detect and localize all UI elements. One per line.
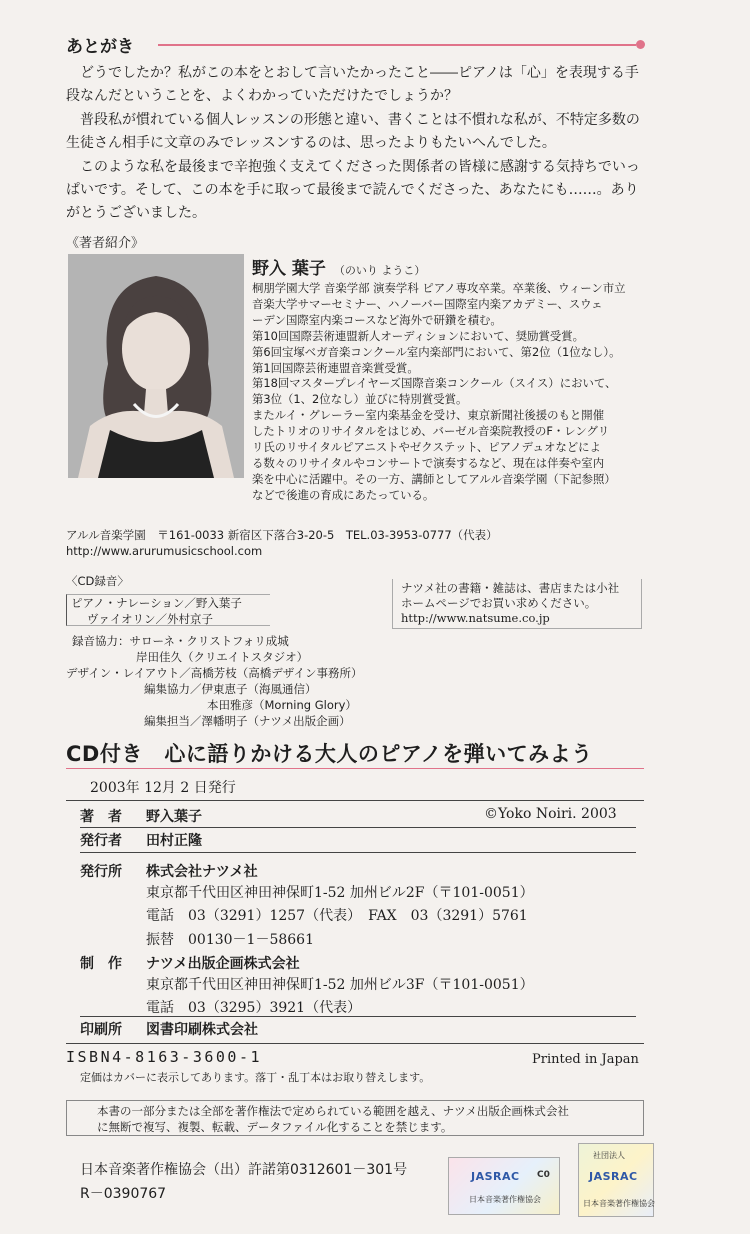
school-address: アルル音楽学園 〒161-0033 新宿区下落合3-20-5 TEL.03-3953-0777（代表）: [66, 528, 498, 542]
credit-row: [66, 681, 396, 697]
credit-row: [66, 649, 396, 665]
jasrac-seal-mark: C0: [537, 1170, 550, 1180]
heading-rule-dot: [636, 40, 645, 49]
school-url[interactable]: http://www.arurumusicschool.com: [66, 544, 263, 558]
afterword-paragraph: 普段私が慣れている個人レッスンの形態と違い、書くことは不慣れな私が、不特定多数の生徒さん相手に文章のみでレッスンするのは、思ったよりもたいへんでした。: [66, 111, 640, 152]
rule: [80, 827, 636, 828]
bio-line: などで後進の育成にあたっている。: [252, 487, 435, 502]
jasrac-seal: [448, 1157, 560, 1215]
producer-label: 制 作: [80, 956, 122, 972]
credit-value: 高橋芳枝（高橋デザイン事務所）: [190, 666, 363, 680]
publication-date: 2003年 12月 2 日発行: [90, 780, 236, 796]
publisher-label: 発行所: [80, 864, 122, 880]
publisher-tel: 電話 03（3291）1257（代表） FAX 03（3291）5761: [146, 908, 528, 925]
issuer-label: 発行者: [80, 833, 122, 849]
cd-recording-box: [66, 594, 270, 626]
credit-row: [66, 697, 396, 713]
credit-row: [66, 713, 396, 729]
jasrac-seal-caption: 日本音楽著作権協会: [469, 1195, 541, 1204]
author-value: 野入葉子: [146, 809, 202, 825]
publisher-row: [80, 861, 258, 881]
afterword-paragraph: このような私を最後まで辛抱強く支えてくださった関係者の皆様に感謝する気持ちでいっぱいです。そして、この本を手に取って最後まで読んでくださった、あなたにも……。ありがとうございました。: [66, 158, 640, 222]
bio-line: 第1回国際芸術連盟音楽賞受賞。: [252, 360, 419, 375]
isbn: ISBN4-8163-3600-1: [66, 1048, 263, 1066]
price-note: 定価はカバーに表示してあります。落丁・乱丁本はお取り替えします。: [80, 1071, 431, 1084]
notice-line: ナツメ社の書籍・雑誌は、書店または小社: [401, 581, 620, 595]
bio-line: 第18回マスタープレイヤーズ国際音楽コンクール（スイス）において、: [252, 376, 617, 391]
jasrac-permit: [80, 1158, 407, 1206]
bio-line: 第10回国際芸術連盟新人オーディションにおいて、奨励賞受賞。: [252, 328, 585, 343]
publisher-transfer: 振替 00130－1－58661: [146, 931, 314, 948]
jasrac-seal-top: 社団法人: [593, 1151, 625, 1160]
author-name: [252, 254, 425, 279]
bio-line: る数々のリサイタルやコンサートで演奏するなど、現在は伴奏や室内: [252, 455, 605, 470]
jasrac-seal-caption: 日本音楽著作権協会: [583, 1199, 655, 1208]
notice-line: 本書の一部分または全部を著作権法で定められている範囲を越え、ナツメ出版企画株式会社: [97, 1104, 569, 1118]
producer-value: ナツメ出版企画株式会社: [146, 956, 300, 972]
notice-line: に無断で複写、複製、転載、データファイル化することを禁じます。: [97, 1120, 453, 1134]
copyright: ©Yoko Noiri. 2003: [484, 806, 617, 822]
rule: [66, 800, 644, 801]
credit-label: 録音協力：: [72, 634, 130, 648]
afterword-paragraph: どうでしたか？私がこの本をとおして言いたかったこと――ピアノは「心」を表現する手段なんだということを、よくわかっていただけたでしょうか？: [66, 65, 639, 105]
producer-tel: 電話 03（3295）3921（代表）: [146, 1000, 362, 1017]
natsume-url[interactable]: http://www.natsume.co.jp: [401, 611, 550, 625]
notice-line: ホームページでお買い求めください。: [401, 596, 597, 610]
author-bio: [252, 281, 644, 504]
credit-value: サローネ・クリストフォリ成城: [129, 634, 289, 648]
author-row: [80, 806, 202, 826]
printer-row: [80, 1019, 258, 1039]
author-photo: [68, 254, 244, 478]
cd-performer: ピアノ・ナレーション／野入葉子: [71, 596, 242, 610]
bio-line: またルイ・グレーラー室内楽基金を受け、東京新聞社後援のもと開催: [252, 408, 605, 423]
publisher-details: [146, 882, 534, 952]
printer-value: 図書印刷株式会社: [146, 1022, 258, 1038]
jasrac-code: R－0390767: [80, 1186, 167, 1202]
cd-performer: ヴァイオリン／外村京子: [87, 612, 214, 626]
issuer-row: [80, 830, 202, 850]
credit-value: 本田雅彦（Morning Glory）: [207, 698, 357, 712]
credit-label: デザイン・レイアウト／: [66, 666, 191, 680]
producer-address: 東京都千代田区神田神保町1-52 加州ビル3F（〒101-0051）: [146, 977, 534, 993]
afterword-heading: あとがき: [66, 37, 134, 57]
jasrac-permit-number: 日本音楽著作権協会（出）許諾第0312601－301号: [80, 1162, 408, 1178]
rule: [66, 1043, 644, 1044]
rule: [80, 1016, 636, 1017]
natsume-purchase-notice: [392, 579, 642, 629]
credit-value: 伊東恵子（海風通信）: [201, 682, 317, 696]
heading-rule: [158, 44, 636, 46]
credit-row: [66, 665, 396, 681]
publisher-address: 東京都千代田区神田神保町1-52 加州ビル2F（〒101-0051）: [146, 885, 534, 901]
book-title: CD付き 心に語りかける大人のピアノを弾いてみよう: [66, 742, 593, 766]
bio-line: 楽を中心に活躍中。その一方、講師としてアルル音楽学園（下記参照）: [252, 471, 616, 486]
producer-row: [80, 953, 300, 973]
title-rule: [66, 768, 644, 769]
credit-value: 岸田佳久（クリエイトスタジオ）: [136, 650, 309, 664]
author-section-label: 《著者紹介》: [66, 236, 145, 251]
printed-in: Printed in Japan: [532, 1052, 639, 1067]
credit-label: 編集担当／: [144, 714, 202, 728]
bio-line: 第3位（1、2位なし）並びに特別賞受賞。: [252, 392, 468, 407]
bio-line: 音楽大学サマーセミナー、ハノーバー国際室内楽アカデミー、スウェ: [252, 296, 603, 311]
author-name-text: 野入 葉子: [252, 259, 326, 279]
author-label: 著 者: [80, 809, 122, 825]
school-info: [66, 527, 498, 559]
issuer-value: 田村正隆: [146, 833, 202, 849]
credits: [66, 633, 396, 729]
jasrac-seal-logo: JASRAC: [471, 1170, 520, 1183]
producer-details: [146, 974, 534, 1021]
printer-label: 印刷所: [80, 1022, 122, 1038]
cd-recording-label: 〈CD録音〉: [66, 574, 129, 588]
rule: [80, 852, 636, 853]
jasrac-seal-logo: JASRAC: [589, 1170, 638, 1183]
bio-line: 桐朋学園大学 音楽学部 演奏学科 ピアノ専攻卒業。卒業後、ウィーン市立: [252, 281, 626, 295]
copyright-notice: [66, 1100, 644, 1136]
credit-label: 編集協力／: [144, 682, 202, 696]
author-name-reading: （のいり ようこ）: [333, 264, 426, 277]
author-portrait-image: [68, 254, 244, 478]
bio-line: 第6回宝塚ベガ音楽コンクール室内楽部門において、第2位（1位なし）。: [252, 344, 621, 359]
credit-row: [66, 633, 396, 649]
publisher-value: 株式会社ナツメ社: [146, 864, 258, 880]
jasrac-seal: [578, 1143, 654, 1217]
bio-line: ーデン国際室内楽コースなど海外で研鑽を積む。: [252, 312, 502, 327]
bio-line: リ氏のリサイタルピアニストやゼクステット、ピアノデュオなどによ: [252, 440, 601, 455]
afterword-body: [66, 62, 644, 226]
credit-value: 澤幡明子（ナツメ出版企画）: [201, 714, 351, 728]
bio-line: したトリオのリサイタルをはじめ、バーゼル音楽院教授のF・レングリ: [252, 424, 610, 439]
